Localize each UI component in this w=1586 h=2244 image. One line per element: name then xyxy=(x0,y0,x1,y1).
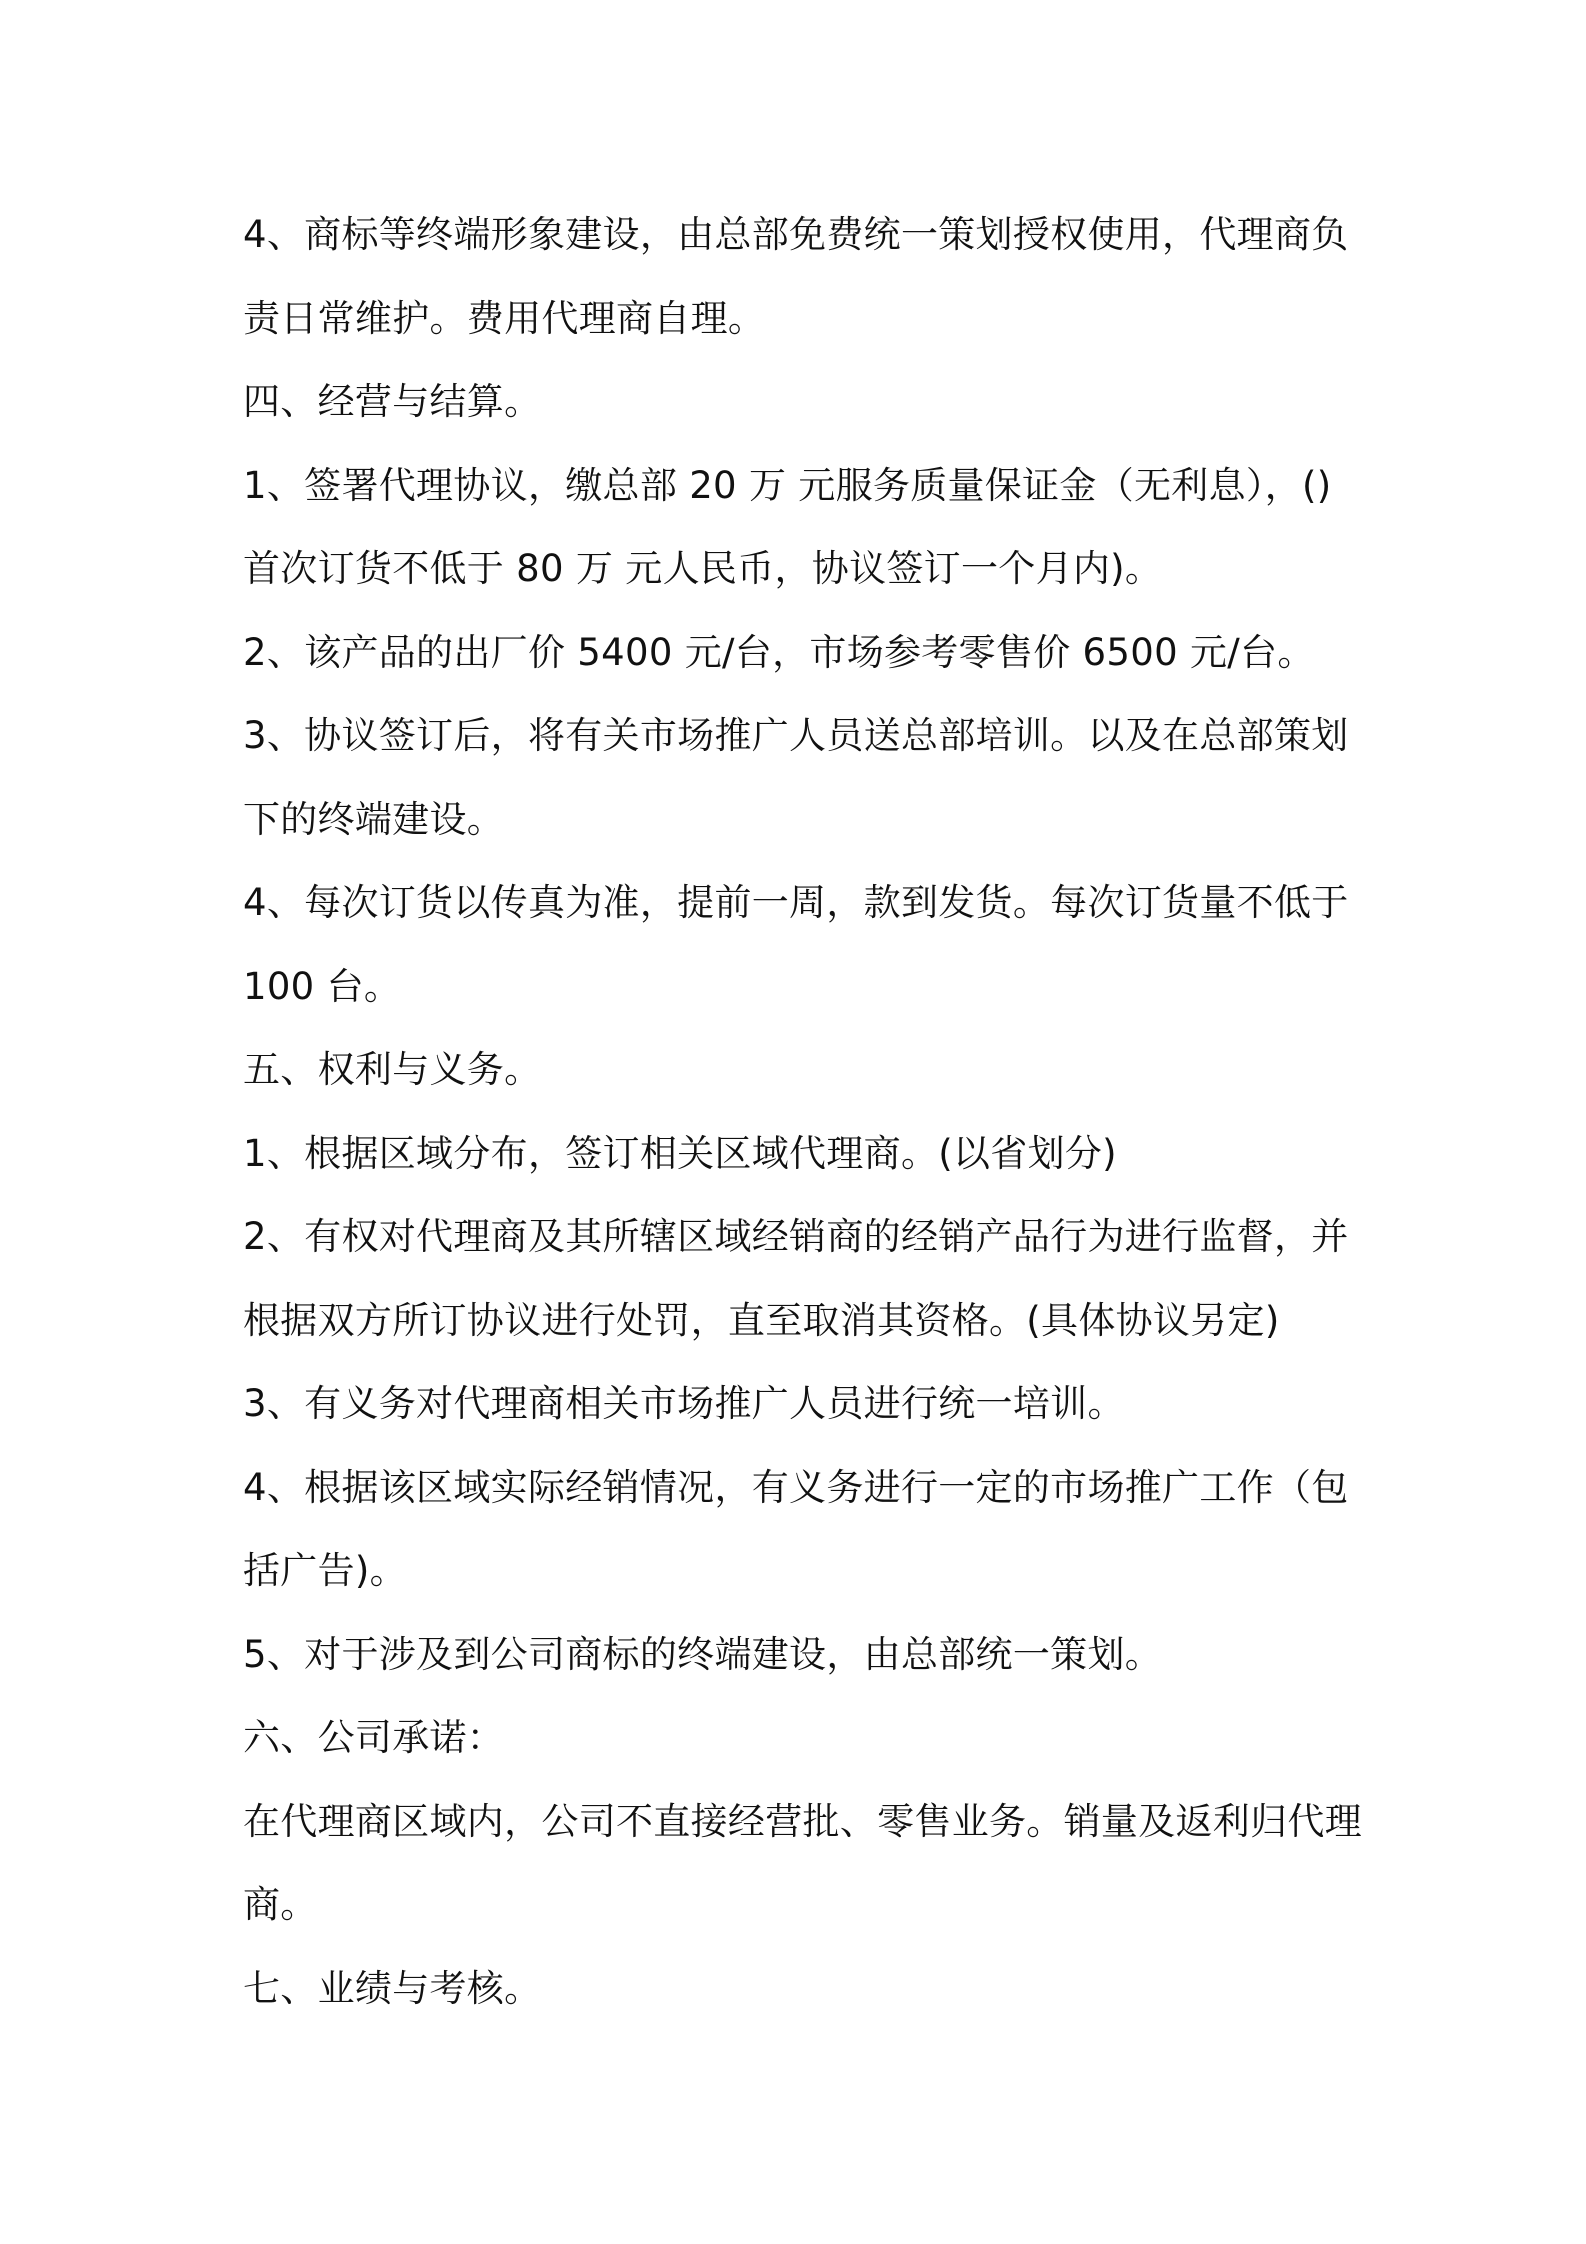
text-line: 5、对于涉及到公司商标的终端建设，由总部统一策划。 xyxy=(243,1632,1163,1676)
text-line: 2、该产品的出厂价 5400 元/台，市场参考零售价 6500 元/台。 xyxy=(243,630,1315,674)
text-line: 1、根据区域分布，签订相关区域代理商。(以省划分) xyxy=(243,1131,1117,1175)
text-line: 3、有义务对代理商相关市场推广人员进行统一培训。 xyxy=(243,1382,1125,1425)
text-line: 责日常维护。费用代理商自理。 xyxy=(243,296,766,340)
text-line: 100 台。 xyxy=(243,964,402,1008)
text-line: 首次订货不低于 80 万 元人民币，协议签订一个月内)。 xyxy=(243,547,1163,590)
document-body xyxy=(243,193,1362,2030)
section-heading: 五、权利与义务。 xyxy=(243,1048,542,1091)
text-line: 4、商标等终端形象建设，由总部免费统一策划授权使用，代理商负 xyxy=(243,213,1349,256)
text-line: 商。 xyxy=(243,1883,318,1926)
text-line: 在代理商区域内，公司不直接经营批、零售业务。销量及返利归代理 xyxy=(243,1799,1362,1843)
text-line: 下的终端建设。 xyxy=(243,797,505,841)
text-line: 4、根据该区域实际经销情况，有义务进行一定的市场推广工作（包 xyxy=(243,1465,1349,1509)
text-line: 根据双方所订协议进行处罚，直至取消其资格。(具体协议另定) xyxy=(243,1298,1280,1342)
text-line: 3、协议签订后，将有关市场推广人员送总部培训。以及在总部策划 xyxy=(243,714,1349,757)
text-line: 4、每次订货以传真为准，提前一周，款到发货。每次订货量不低于 xyxy=(243,881,1349,924)
text-line: 括广告)。 xyxy=(243,1549,407,1592)
text-line: 2、有权对代理商及其所辖区域经销商的经销产品行为进行监督，并 xyxy=(243,1215,1349,1258)
section-heading: 四、经营与结算。 xyxy=(243,380,542,423)
section-heading: 七、业绩与考核。 xyxy=(243,1966,542,2010)
section-heading: 六、公司承诺： xyxy=(243,1716,505,1759)
text-line: 1、签署代理协议，缴总部 20 万 元服务质量保证金（无利息），() xyxy=(243,463,1332,507)
